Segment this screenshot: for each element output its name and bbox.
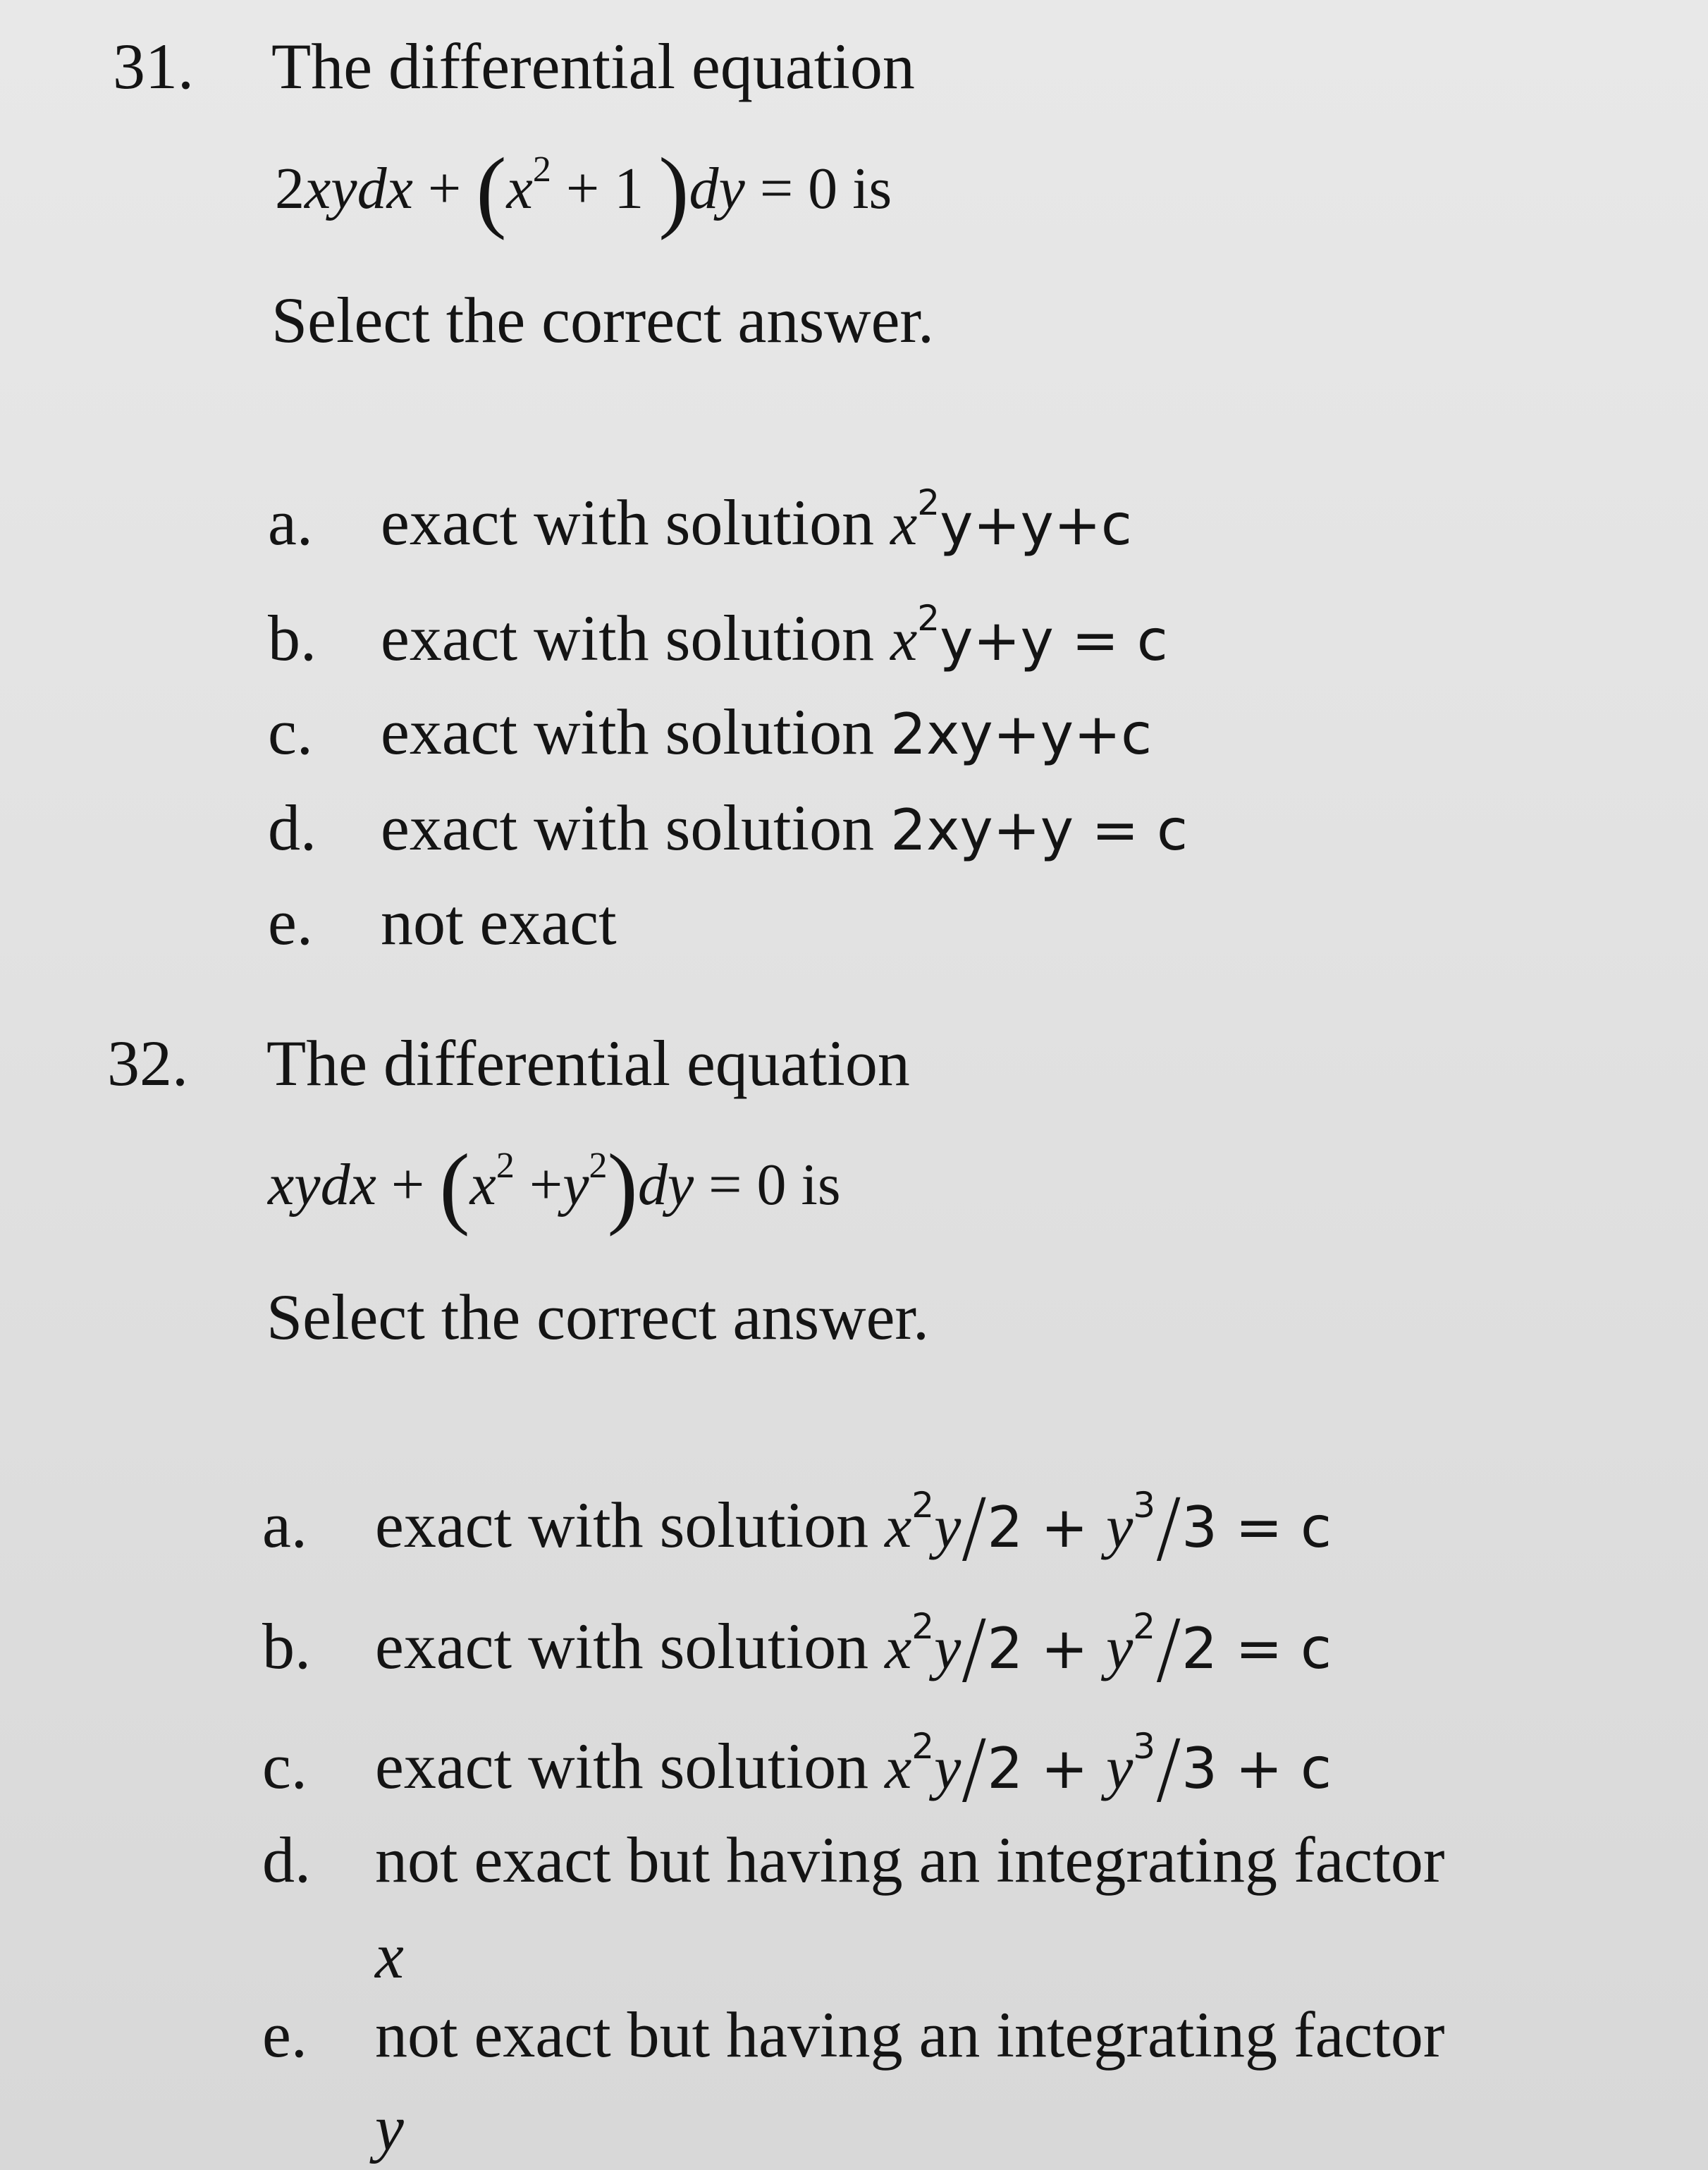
q32-option-a-letter: a. <box>262 1489 307 1561</box>
eq31-plus: + <box>412 156 477 221</box>
question-32-stem: The differential equation <box>266 1027 910 1099</box>
eq32-xy: xy <box>268 1152 321 1218</box>
eq32-inner-y: y <box>563 1152 589 1218</box>
eq32-open-paren: ( <box>439 1136 470 1237</box>
eq31-suffix: is <box>837 156 892 221</box>
q31-option-e-letter: e. <box>268 886 313 958</box>
eq32-suffix: is <box>786 1152 841 1218</box>
q32-option-e-factor: y <box>375 2092 404 2164</box>
q32-option-e-text: not exact but having an integrating factor <box>375 1999 1445 2071</box>
q31-option-c[interactable] <box>268 696 1153 768</box>
eq31-open-paren: ( <box>476 140 507 241</box>
question-31-prompt: Select the correct answer. <box>271 284 934 356</box>
eq32-inner-xexp: 2 <box>496 1146 515 1186</box>
q31-option-d[interactable] <box>268 792 1188 864</box>
question-31-stem: The differential equation <box>271 30 915 102</box>
q32-option-b[interactable] <box>262 1603 1332 1693</box>
eq32-inner-yexp: 2 <box>589 1146 608 1186</box>
question-32-number: 32. <box>107 1027 188 1099</box>
eq32-plus: + <box>376 1152 440 1218</box>
eq31-close-paren: ) <box>658 140 689 241</box>
q31-option-c-math: 2xy+y+c <box>890 701 1153 767</box>
eq32-inner-plus: + <box>514 1152 563 1218</box>
q32-option-c-letter: c. <box>262 1730 307 1802</box>
q31-option-e-text: not exact <box>381 886 617 958</box>
q31-option-e[interactable] <box>268 886 617 958</box>
q32-option-c-text: exact with solution <box>375 1730 885 1802</box>
q32-option-d-letter: d. <box>262 1824 311 1896</box>
q31-option-a-letter: a. <box>268 486 313 558</box>
eq31-dy: dy <box>689 156 745 221</box>
q32-option-b-text: exact with solution <box>375 1610 885 1682</box>
q32-option-b-math: $x^2y/2 + y^2/2 = c$ <box>885 1603 1332 1693</box>
q32-option-d[interactable] <box>262 1824 1445 1896</box>
eq32-close-paren: ) <box>607 1136 638 1237</box>
q31-option-b-math: $x^2y+y = c$ <box>890 598 1168 673</box>
eq32-dy: dy <box>637 1152 694 1218</box>
q31-option-a-text: exact with solution <box>381 486 891 558</box>
q32-option-d-text: not exact but having an integrating factor <box>375 1824 1445 1896</box>
q31-option-c-text: exact with solution <box>381 696 891 768</box>
eq31-xy: xy <box>305 156 357 221</box>
q31-option-c-letter: c. <box>268 696 313 768</box>
q32-option-a-math: $x^2y/2 + y^3/3 = c$ <box>885 1482 1332 1572</box>
question-32-prompt: Select the correct answer. <box>266 1281 929 1353</box>
question-31-equation <box>275 140 892 241</box>
q32-option-e-letter: e. <box>262 1999 307 2071</box>
q32-option-c[interactable] <box>262 1723 1332 1813</box>
eq32-dx: dx <box>320 1152 376 1218</box>
q31-option-b-text: exact with solution <box>381 602 891 674</box>
q32-option-a[interactable] <box>262 1482 1332 1572</box>
q32-option-e[interactable] <box>262 1999 1445 2071</box>
eq31-inner-exp: 2 <box>532 149 551 190</box>
eq32-equals: = 0 <box>694 1152 787 1218</box>
q31-option-b-letter: b. <box>268 602 317 674</box>
eq31-dx: dx <box>357 156 413 221</box>
question-31-number: 31. <box>113 30 194 102</box>
q31-option-d-text: exact with solution <box>381 792 891 864</box>
q32-option-a-text: exact with solution <box>375 1489 885 1561</box>
eq31-inner-x: x <box>506 156 533 221</box>
eq31-inner-rest: + 1 <box>551 156 659 221</box>
q32-option-b-letter: b. <box>262 1610 311 1682</box>
eq32-inner-x: x <box>469 1152 496 1218</box>
q31-option-a[interactable] <box>268 482 1132 558</box>
eq31-equals: = 0 <box>744 156 838 221</box>
eq31-coef: 2 <box>275 156 305 221</box>
q32-option-c-math: $x^2y/2 + y^3/3 + c$ <box>885 1723 1332 1813</box>
q31-option-d-math: 2xy+y = c <box>890 797 1188 863</box>
q31-option-b[interactable] <box>268 598 1168 674</box>
q31-option-d-letter: d. <box>268 792 317 864</box>
question-32-equation <box>268 1136 841 1237</box>
q31-option-a-math: $x^2y+y+c$ <box>890 482 1132 558</box>
q32-option-d-factor: x <box>375 1920 404 1992</box>
